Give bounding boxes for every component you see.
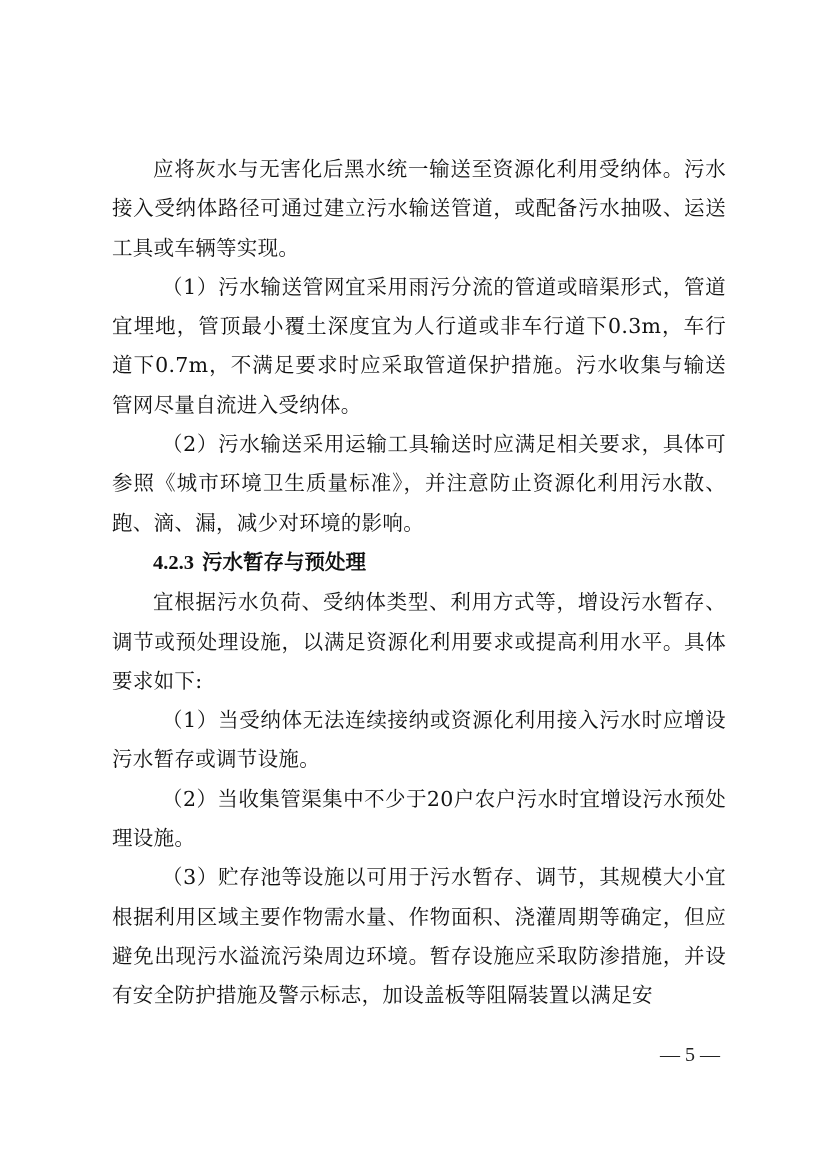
- paragraph-vehicle-transport: （2）污水输送采用运输工具输送时应满足相关要求，具体可参照《城市环境卫生质量标准》，并注意防止资源化利用污水散、跑、滴、漏，减少对环境的影响。: [112, 432, 726, 535]
- paragraph-transport-overview: 应将灰水与无害化后黑水统一输送至资源化利用受纳体。污水接入受纳体路径可通过建立污水输送管道，或配备污水抽吸、运送工具或车辆等实现。: [112, 157, 726, 260]
- paragraph-pipeline-requirement: （1）污水输送管网宜采用雨污分流的管道或暗渠形式，管道宜埋地，管顶最小覆土深度宜为人行道或非车行道下0.3m，车行道下0.7m，不满足要求时应采取管道保护措施。污水收集与输送管网尽量自流进入受纳体。: [112, 274, 726, 417]
- paragraph-storage-item-1: （1）当受纳体无法连续接纳或资源化利用接入污水时应增设污水暂存或调节设施。: [112, 708, 726, 772]
- section-heading: [112, 543, 726, 583]
- section-title: 污水暂存与预处理: [202, 549, 366, 574]
- paragraph-storage-item-2: （2）当收集管渠集中不少于20户农户污水时宜增设污水预处理设施。: [112, 786, 726, 851]
- page-number: — 5 —: [660, 1044, 720, 1066]
- document-body: [112, 150, 726, 1016]
- paragraph-storage-item-3: （3）贮存池等设施以可用于污水暂存、调节，其规模大小宜根据利用区域主要作物需水量、作物面积、浇灌周期等确定，但应避免出现污水溢流污染周边环境。暂存设施应采取防渗措施，并设有安全防护措施及警示标志，加设盖板等阻隔装置以满足安: [112, 865, 726, 1008]
- paragraph-storage-overview: 宜根据污水负荷、受纳体类型、利用方式等，增设污水暂存、调节或预处理设施，以满足资源化利用要求或提高利用水平。具体要求如下:: [112, 590, 726, 693]
- section-number: 4.2.3: [153, 551, 194, 574]
